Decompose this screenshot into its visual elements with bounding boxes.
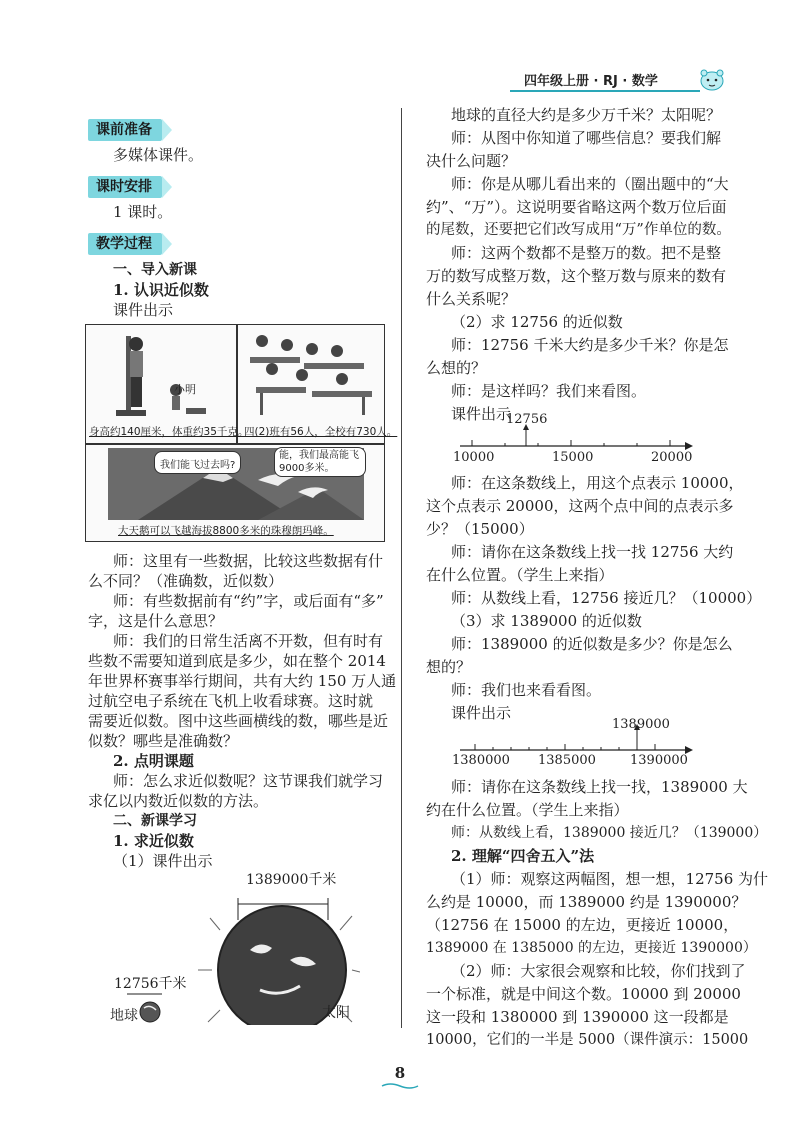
para-3-line-2: 些数不需要知道到底是多少，如在整个 2014 xyxy=(88,652,386,670)
header-title: 四年级上册 · RJ · 数学 xyxy=(524,74,658,89)
schedule-text: 1 课时。 xyxy=(113,203,173,221)
right-line: 师：从图中你知道了哪些信息？要我们解 xyxy=(451,129,722,147)
sun-diameter-label: 1389000千米 xyxy=(246,872,337,888)
right-line: 这个点表示 20000，这两个点中间的点表示多 xyxy=(426,497,734,515)
page-ornament-icon xyxy=(380,1082,420,1090)
right-line: （1）师：观察这两幅图，想一想，12756 为什 xyxy=(451,870,769,888)
tag-schedule: 课时安排 xyxy=(88,176,162,198)
right-line: 师：从数线上看，1389000 接近几？（139000） xyxy=(451,825,768,841)
para-3-line-5: 需要近似数。图中这些画横线的数，哪些是近 xyxy=(88,712,389,730)
right-line: 这一段和 1380000 到 1390000 这一段都是 xyxy=(426,1008,729,1026)
nl1-tick-label: 15000 xyxy=(552,450,594,465)
right-line: 师：12756 千米大约是多少千米？你是怎 xyxy=(451,336,729,354)
right-line: 师：在这条数线上，用这个点表示 10000， xyxy=(451,474,744,492)
right-line: （2）求 12756 的近似数 xyxy=(451,313,623,331)
right-line: 约在什么位置。（学生上来指） xyxy=(426,801,629,819)
xiaoming-label: 小明 xyxy=(174,383,196,396)
right-line: 约”、“万”）。这说明要省略这两个数万位后面 xyxy=(426,198,727,216)
para-3-line-4: 过航空电子系统在飞机上收看球赛。这时就 xyxy=(88,692,374,710)
tag-prep: 课前准备 xyxy=(88,119,162,141)
right-line: 1389000 在 1385000 的左边，更接近 1390000） xyxy=(426,940,757,956)
nl2-tick-label: 1390000 xyxy=(630,753,688,768)
nl2-tick-label: 1385000 xyxy=(538,753,596,768)
right-line: 决什么问题？ xyxy=(426,152,517,170)
nl1-tick-label: 20000 xyxy=(651,450,693,465)
para-2-line-1: 师：有些数据前有“约”字，或后面有“多” xyxy=(113,592,384,610)
right-line: 师：我们也来看看图。 xyxy=(451,681,602,699)
right-line: （12756 在 15000 的左边，更接近 10000， xyxy=(426,916,739,934)
right-line: 课件出示 xyxy=(451,405,512,423)
para-2-line-2: 字，这是什么意思？ xyxy=(88,612,224,630)
para-3-line-1: 师：我们的日常生活离不开数，但有时有 xyxy=(113,632,384,650)
right-line: 10000，它们的一半是 5000（课件演示：15000 xyxy=(426,1032,749,1048)
subsection-title: 2. 点明课题 xyxy=(113,752,194,770)
right-line: 师：请你在这条数线上找一找，1389000 大 xyxy=(451,778,748,796)
caption-class: 四(2)班有56人，全校有730人。 xyxy=(244,426,398,438)
nl1-mark-label: 12756 xyxy=(506,412,548,427)
para-3-line-6: 似数？哪些是准确数？ xyxy=(88,732,239,750)
right-line: 师：从数线上看，12756 接近几？（10000） xyxy=(451,589,762,607)
show-label: （1）课件出示 xyxy=(113,852,213,870)
nl2-mark-label: 1389000 xyxy=(612,717,670,732)
right-line: 地球的直径大约是多少万千米？太阳呢？ xyxy=(451,106,722,124)
right-line: 师：你是从哪儿看出来的（圈出题中的“大 xyxy=(451,175,729,193)
right-line: 什么关系呢？ xyxy=(426,290,517,308)
speech-bubble-1: 我们能飞过去吗? xyxy=(154,451,241,474)
right-line: 一个标准，就是中间这个数。10000 到 20000 xyxy=(426,985,741,1003)
illustration-panel xyxy=(85,324,398,542)
right-line: 师：1389000 的近似数是多少？你是怎么 xyxy=(451,635,733,653)
panel-divider-h xyxy=(86,443,384,445)
right-line: 么约是 10000，而 1389000 约是 1390000？ xyxy=(426,893,747,911)
subsection-title: 1. 求近似数 xyxy=(113,832,194,850)
section-title: 一、导入新课 xyxy=(113,262,197,278)
para-1-line-2: 么不同？（准确数，近似数） xyxy=(88,572,284,590)
header-divider xyxy=(510,90,700,92)
nl2-tick-label: 1380000 xyxy=(452,753,510,768)
para-4-line-1: 师：怎么求近似数呢？这节课我们就学习 xyxy=(113,772,384,790)
sun-label: 太阳 xyxy=(322,1005,350,1021)
right-line: 少？（15000） xyxy=(426,520,534,538)
right-line: 课件出示 xyxy=(451,704,512,722)
caption-height: 身高约140厘米，体重约35千克。 xyxy=(89,426,249,438)
prep-text: 多媒体课件。 xyxy=(113,146,204,164)
para-1-line-1: 师：这里有一些数据，比较这些数据有什 xyxy=(113,552,384,570)
earth-label: 地球 xyxy=(110,1008,138,1024)
right-subsection-title: 2. 理解“四舍五入”法 xyxy=(451,847,595,865)
caption-swan: 大天鹅可以飞越海拔8800多米的珠穆朗玛峰。 xyxy=(118,525,334,537)
tag-process: 教学过程 xyxy=(88,233,162,255)
classroom-image xyxy=(242,329,380,419)
right-line: 在什么位置。（学生上来指） xyxy=(426,566,614,584)
section-title: 二、新课学习 xyxy=(113,813,197,829)
speech-bubble-2: 能，我们最高能飞9000多米。 xyxy=(274,447,366,477)
right-line: （3）求 1389000 的近似数 xyxy=(451,612,642,630)
column-divider xyxy=(401,108,402,1028)
para-3-line-3: 年世界杯赛事举行期间，共有大约 150 万人通 xyxy=(88,672,397,690)
sun-earth-figure xyxy=(100,890,360,1025)
right-line: 万的数写成整万数，这个整万数与原来的数有 xyxy=(426,267,727,285)
page-header xyxy=(510,66,730,94)
nl1-tick-label: 10000 xyxy=(453,450,495,465)
right-line: 师：这两个数都不是整万的数。把不是整 xyxy=(451,244,722,262)
para-4-line-2: 求亿以内数近似数的方法。 xyxy=(88,792,269,810)
right-line: 的尾数，还要把它们改写成用“万”作单位的数。 xyxy=(426,222,731,238)
mascot-icon xyxy=(698,66,726,92)
right-line: 么想的？ xyxy=(426,359,487,377)
right-line: 师：请你在这条数线上找一找 12756 大约 xyxy=(451,543,734,561)
show-label: 课件出示 xyxy=(113,301,174,319)
right-line: 师：是这样吗？我们来看图。 xyxy=(451,382,647,400)
right-line: （2）师：大家很会观察和比较，你们找到了 xyxy=(451,962,746,980)
measuring-height-image xyxy=(106,330,226,418)
right-line: 想的？ xyxy=(426,658,472,676)
subsection-title: 1. 认识近似数 xyxy=(113,281,209,299)
earth-diameter-label: 12756千米 xyxy=(114,976,187,992)
page-number: 8 xyxy=(380,1063,420,1090)
